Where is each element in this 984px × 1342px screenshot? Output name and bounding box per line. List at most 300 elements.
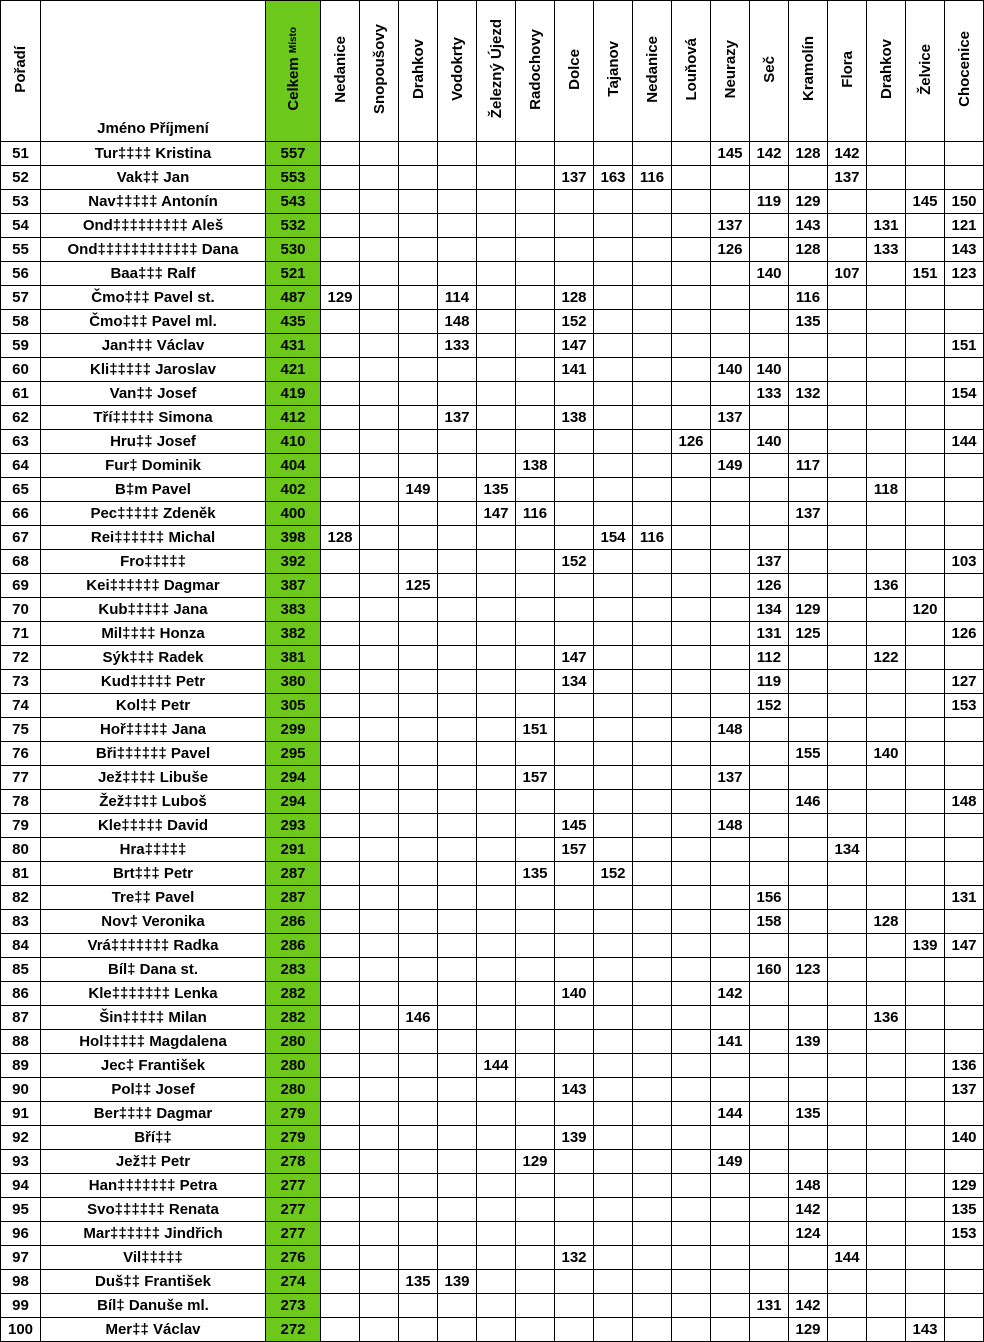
score-cell [828, 766, 867, 790]
score-cell [594, 214, 633, 238]
rank-cell: 92 [1, 1126, 41, 1150]
rank-cell: 95 [1, 1198, 41, 1222]
score-cell [360, 886, 399, 910]
rank-cell: 58 [1, 310, 41, 334]
score-cell [555, 454, 594, 478]
rank-cell: 83 [1, 910, 41, 934]
score-cell [555, 1006, 594, 1030]
score-cell [867, 718, 906, 742]
score-cell: 137 [711, 766, 750, 790]
score-cell [399, 742, 438, 766]
table-row [1, 718, 984, 742]
score-cell [321, 454, 360, 478]
score-cell: 151 [945, 334, 984, 358]
score-cell [906, 862, 945, 886]
score-cell: 131 [867, 214, 906, 238]
total-cell: 278 [266, 1150, 321, 1174]
rank-cell: 89 [1, 1054, 41, 1078]
score-cell [945, 1270, 984, 1294]
table-row [1, 1150, 984, 1174]
score-cell [672, 790, 711, 814]
total-cell: 272 [266, 1318, 321, 1342]
score-cell: 142 [789, 1198, 828, 1222]
total-cell: 435 [266, 310, 321, 334]
score-cell [867, 334, 906, 358]
score-cell: 126 [672, 430, 711, 454]
score-cell [516, 694, 555, 718]
score-cell [906, 166, 945, 190]
score-cell [672, 1126, 711, 1150]
score-cell [867, 1126, 906, 1150]
score-cell [477, 838, 516, 862]
score-cell [594, 310, 633, 334]
rank-cell: 62 [1, 406, 41, 430]
score-cell: 120 [906, 598, 945, 622]
table-row [1, 190, 984, 214]
score-cell [750, 1174, 789, 1198]
score-cell [594, 1006, 633, 1030]
score-cell [711, 910, 750, 934]
score-cell [477, 358, 516, 382]
score-cell [828, 454, 867, 478]
score-cell [477, 1174, 516, 1198]
score-cell [360, 1030, 399, 1054]
score-cell [750, 238, 789, 262]
rank-cell: 90 [1, 1078, 41, 1102]
score-cell: 129 [789, 1318, 828, 1342]
score-cell: 144 [477, 1054, 516, 1078]
score-cell [867, 1198, 906, 1222]
score-cell: 143 [945, 238, 984, 262]
score-cell [516, 1198, 555, 1222]
score-cell [711, 934, 750, 958]
score-cell [438, 1174, 477, 1198]
score-cell [672, 166, 711, 190]
rank-cell: 84 [1, 934, 41, 958]
table-row [1, 742, 984, 766]
score-cell [321, 838, 360, 862]
name-cell: Vil‡‡‡‡‡ [41, 1246, 266, 1270]
score-cell: 152 [555, 550, 594, 574]
score-cell [867, 1078, 906, 1102]
table-row [1, 406, 984, 430]
total-cell: 398 [266, 526, 321, 550]
score-cell [399, 334, 438, 358]
score-cell [477, 814, 516, 838]
score-cell [789, 814, 828, 838]
score-cell: 139 [555, 1126, 594, 1150]
score-cell [438, 1102, 477, 1126]
rank-cell: 70 [1, 598, 41, 622]
table-row [1, 142, 984, 166]
score-cell [633, 1150, 672, 1174]
rank-cell: 54 [1, 214, 41, 238]
score-cell [906, 838, 945, 862]
score-cell [321, 694, 360, 718]
venue-header: Nedanice [633, 1, 672, 142]
score-cell [399, 1030, 438, 1054]
score-cell [321, 430, 360, 454]
score-cell [555, 190, 594, 214]
score-cell [360, 1294, 399, 1318]
score-cell [633, 790, 672, 814]
score-cell [594, 982, 633, 1006]
score-cell [672, 694, 711, 718]
score-cell: 119 [750, 190, 789, 214]
score-cell [828, 934, 867, 958]
score-cell: 132 [789, 382, 828, 406]
score-cell [516, 310, 555, 334]
total-cell: 419 [266, 382, 321, 406]
score-cell [633, 742, 672, 766]
score-cell [633, 550, 672, 574]
score-cell [477, 766, 516, 790]
score-cell [867, 766, 906, 790]
score-cell: 149 [711, 1150, 750, 1174]
score-cell [594, 286, 633, 310]
score-cell: 127 [945, 670, 984, 694]
score-cell [477, 790, 516, 814]
score-cell [672, 718, 711, 742]
score-cell [360, 238, 399, 262]
table-row [1, 838, 984, 862]
score-cell [867, 982, 906, 1006]
score-cell [945, 1150, 984, 1174]
score-cell [867, 1270, 906, 1294]
score-cell [594, 358, 633, 382]
score-cell [594, 382, 633, 406]
rank-cell: 73 [1, 670, 41, 694]
score-cell [438, 454, 477, 478]
score-cell [906, 1054, 945, 1078]
score-cell [516, 1126, 555, 1150]
name-cell: Kol‡‡ Petr [41, 694, 266, 718]
venue-header: Drahkov [399, 1, 438, 142]
score-cell [633, 310, 672, 334]
score-cell: 137 [750, 550, 789, 574]
score-cell: 157 [516, 766, 555, 790]
score-cell [516, 958, 555, 982]
score-cell [555, 1030, 594, 1054]
score-cell [672, 814, 711, 838]
score-cell [321, 142, 360, 166]
score-cell [633, 142, 672, 166]
total-cell: 286 [266, 910, 321, 934]
score-cell [672, 958, 711, 982]
score-cell [516, 1054, 555, 1078]
name-cell: Kle‡‡‡‡‡ David [41, 814, 266, 838]
rank-cell: 65 [1, 478, 41, 502]
score-cell [711, 622, 750, 646]
score-cell [828, 1318, 867, 1342]
score-cell [438, 1054, 477, 1078]
score-cell [867, 790, 906, 814]
score-cell [945, 862, 984, 886]
score-cell [672, 1078, 711, 1102]
score-cell [321, 886, 360, 910]
total-cell: 381 [266, 646, 321, 670]
score-cell [360, 526, 399, 550]
score-cell [867, 1222, 906, 1246]
score-cell [789, 694, 828, 718]
score-cell [711, 742, 750, 766]
table-row [1, 262, 984, 286]
score-cell [672, 454, 711, 478]
score-cell: 146 [399, 1006, 438, 1030]
rank-cell: 81 [1, 862, 41, 886]
venue-header: Železný Újezd [477, 1, 516, 142]
score-cell [399, 670, 438, 694]
score-cell: 153 [945, 1222, 984, 1246]
table-row [1, 910, 984, 934]
score-cell [516, 1174, 555, 1198]
score-cell [672, 502, 711, 526]
score-cell [711, 886, 750, 910]
score-cell: 133 [867, 238, 906, 262]
score-cell [555, 1102, 594, 1126]
score-cell: 140 [750, 430, 789, 454]
score-cell [906, 1126, 945, 1150]
table-row [1, 238, 984, 262]
score-cell [672, 1006, 711, 1030]
score-cell [399, 190, 438, 214]
rank-cell: 77 [1, 766, 41, 790]
score-cell [867, 1102, 906, 1126]
total-cell: 282 [266, 1006, 321, 1030]
score-cell [672, 1102, 711, 1126]
score-cell [594, 1126, 633, 1150]
score-cell [438, 1222, 477, 1246]
score-cell [477, 382, 516, 406]
total-cell: 279 [266, 1126, 321, 1150]
score-cell [711, 838, 750, 862]
score-cell [945, 766, 984, 790]
score-cell [633, 910, 672, 934]
score-cell [828, 1006, 867, 1030]
name-cell: Ber‡‡‡‡ Dagmar [41, 1102, 266, 1126]
score-cell [594, 1150, 633, 1174]
table-row [1, 1294, 984, 1318]
score-cell [672, 1270, 711, 1294]
total-cell: 412 [266, 406, 321, 430]
score-cell: 142 [750, 142, 789, 166]
score-cell [477, 1078, 516, 1102]
name-cell: B‡m Pavel [41, 478, 266, 502]
score-cell [516, 886, 555, 910]
score-cell [360, 814, 399, 838]
score-cell [828, 1150, 867, 1174]
score-cell: 142 [711, 982, 750, 1006]
score-cell [399, 1126, 438, 1150]
score-cell [867, 1030, 906, 1054]
score-cell: 135 [399, 1270, 438, 1294]
score-cell [438, 1318, 477, 1342]
score-cell [906, 1006, 945, 1030]
name-cell: Bíl‡ Danuše ml. [41, 1294, 266, 1318]
score-cell [945, 526, 984, 550]
score-cell [711, 382, 750, 406]
venue-header: Snopoušovy [360, 1, 399, 142]
score-cell: 145 [711, 142, 750, 166]
score-cell: 112 [750, 646, 789, 670]
score-cell [594, 958, 633, 982]
total-cell: 274 [266, 1270, 321, 1294]
score-cell [828, 646, 867, 670]
score-cell: 126 [750, 574, 789, 598]
score-cell [672, 1174, 711, 1198]
score-cell [516, 1078, 555, 1102]
score-cell [750, 982, 789, 1006]
score-cell [867, 430, 906, 454]
table-row [1, 478, 984, 502]
rank-cell: 66 [1, 502, 41, 526]
score-cell [594, 550, 633, 574]
score-cell [789, 838, 828, 862]
score-cell [945, 1294, 984, 1318]
score-cell [438, 982, 477, 1006]
score-cell [633, 958, 672, 982]
name-cell: Hoř‡‡‡‡‡ Jana [41, 718, 266, 742]
rank-cell: 100 [1, 1318, 41, 1342]
score-cell [633, 286, 672, 310]
score-cell [906, 526, 945, 550]
score-cell [711, 670, 750, 694]
score-cell [438, 766, 477, 790]
score-cell [789, 334, 828, 358]
score-cell [594, 238, 633, 262]
score-cell [711, 1078, 750, 1102]
score-cell [789, 166, 828, 190]
score-cell [555, 958, 594, 982]
total-cell: 392 [266, 550, 321, 574]
score-cell [711, 430, 750, 454]
score-cell [633, 190, 672, 214]
score-cell [906, 430, 945, 454]
score-cell [945, 814, 984, 838]
score-cell: 147 [555, 334, 594, 358]
score-cell [789, 934, 828, 958]
score-cell [438, 238, 477, 262]
total-cell: 280 [266, 1054, 321, 1078]
score-cell [321, 1222, 360, 1246]
rank-cell: 91 [1, 1102, 41, 1126]
score-cell [945, 1006, 984, 1030]
table-row [1, 598, 984, 622]
score-cell: 149 [399, 478, 438, 502]
score-cell [516, 406, 555, 430]
score-cell: 153 [945, 694, 984, 718]
table-row [1, 1318, 984, 1342]
score-cell: 132 [555, 1246, 594, 1270]
total-cell: 283 [266, 958, 321, 982]
score-cell [633, 646, 672, 670]
rank-cell: 96 [1, 1222, 41, 1246]
table-row [1, 382, 984, 406]
score-cell: 123 [945, 262, 984, 286]
score-cell [633, 1222, 672, 1246]
score-cell [516, 1006, 555, 1030]
table-row [1, 1030, 984, 1054]
score-cell [438, 886, 477, 910]
score-cell [750, 1222, 789, 1246]
score-cell [828, 862, 867, 886]
table-row [1, 814, 984, 838]
total-cell: 294 [266, 766, 321, 790]
score-cell [399, 550, 438, 574]
score-cell [438, 574, 477, 598]
score-cell [321, 310, 360, 334]
name-cell: Brt‡‡‡ Petr [41, 862, 266, 886]
score-cell [789, 406, 828, 430]
score-cell [360, 1270, 399, 1294]
score-cell [555, 1174, 594, 1198]
score-cell [360, 382, 399, 406]
score-cell [477, 262, 516, 286]
score-cell: 148 [711, 718, 750, 742]
score-cell [828, 694, 867, 718]
score-cell [477, 142, 516, 166]
score-cell [906, 502, 945, 526]
table-body [1, 142, 984, 1342]
score-cell [360, 1246, 399, 1270]
score-cell [945, 502, 984, 526]
table-row [1, 766, 984, 790]
score-cell [789, 886, 828, 910]
score-cell [516, 790, 555, 814]
score-cell: 121 [945, 214, 984, 238]
rank-cell: 98 [1, 1270, 41, 1294]
score-cell [438, 430, 477, 454]
score-cell: 140 [945, 1126, 984, 1150]
score-cell [828, 1126, 867, 1150]
score-cell [321, 382, 360, 406]
score-cell: 138 [516, 454, 555, 478]
score-cell: 134 [828, 838, 867, 862]
score-cell [711, 1054, 750, 1078]
total-cell: 404 [266, 454, 321, 478]
score-cell [321, 862, 360, 886]
name-cell: Van‡‡ Josef [41, 382, 266, 406]
rank-cell: 94 [1, 1174, 41, 1198]
score-cell [945, 1318, 984, 1342]
score-cell [477, 526, 516, 550]
score-cell [867, 598, 906, 622]
venue-header: Radochovy [516, 1, 555, 142]
score-cell [360, 1318, 399, 1342]
score-cell [828, 958, 867, 982]
score-cell [633, 430, 672, 454]
score-cell: 149 [711, 454, 750, 478]
score-cell [321, 1294, 360, 1318]
score-cell [438, 1030, 477, 1054]
score-cell [867, 406, 906, 430]
score-cell [360, 502, 399, 526]
score-cell [945, 142, 984, 166]
score-cell [438, 1294, 477, 1318]
score-cell [828, 790, 867, 814]
score-cell [321, 1270, 360, 1294]
score-cell [633, 574, 672, 598]
total-cell: 280 [266, 1030, 321, 1054]
score-cell [555, 1318, 594, 1342]
name-cell: Mar‡‡‡‡‡‡ Jindřich [41, 1222, 266, 1246]
score-cell: 144 [945, 430, 984, 454]
name-cell: Ond‡‡‡‡‡‡‡‡‡ Aleš [41, 214, 266, 238]
score-cell [828, 238, 867, 262]
score-cell: 131 [945, 886, 984, 910]
score-cell: 126 [945, 622, 984, 646]
score-cell [672, 574, 711, 598]
